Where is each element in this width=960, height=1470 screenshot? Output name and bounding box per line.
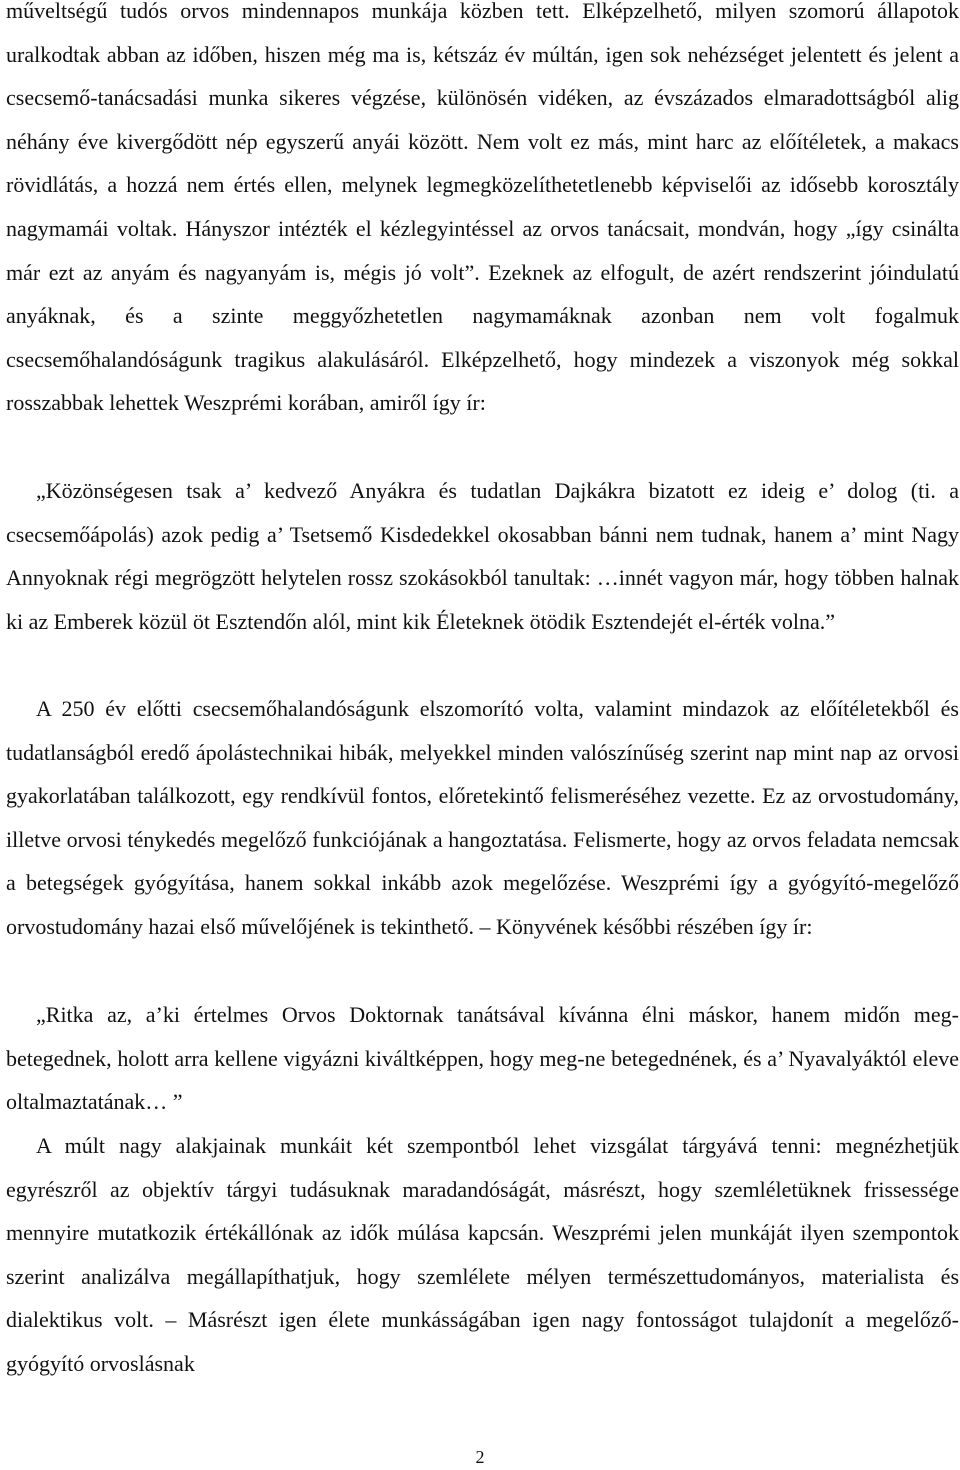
quote-weszpremi-anyak: „Közönségesen tsak a’ kedvező Anyákra és tudatlan Dajkákra bizatott ez ideig e’ dolog (ti. a csecsemőápolás) azok pedig a’ Tsetsemő Kisdedekkel okosabban bánni nem tudnak, hanem a’ mint Nagy Annyoknak régi megrögzött helytelen rossz szokásokból tanultak: …innét vagyon már, hogy többen halnak ki az Emberek közül öt Esztendőn alól, mint kik Életeknek ötödik Esztendejét el-érték volna.” <box>6 478 959 634</box>
paragraph-continuation: műveltségű tudós orvos mindennapos munkája közben tett. Elképzelhető, milyen szomorú állapotok uralkodtak abban az időben, hiszen még ma is, kétszáz év múltán, igen sok nehézséget jelentett és jelent a csecsemő-tanácsadási munka sikeres végzése, különösén vidéken, az évszázados elmaradottságból alig néhány éve kivergődött nép egyszerű anyái között. Nem volt ez más, mint harc az előítéletek, a makacs rövidlátás, a hozzá nem értés ellen, melynek legmegközelíthetetlenebb képviselői az idősebb korosztály nagymamái voltak. Hányszor intézték el kézlegyintéssel az orvos tanácsait, mondván, hogy „így csinálta már ezt az anyám és nagyanyám is, mégis jó volt”. Ezeknek az elfogult, de azért rendszerint jóindulatú anyáknak, és a szinte meggyőzhetetlen nagymamáknak azonban nem volt fogalmuk csecsemőhalandóságunk tragikus alakulásáról. Elképzelhető, hogy mindezek a viszonyok még sokkal rosszabbak lehettek Weszprémi korában, amiről így ír: <box>6 0 959 416</box>
quote-weszpremi-orvos: „Ritka az, a’ki értelmes Orvos Doktornak tanátsával kívánna élni máskor, hanem midőn meg-betegednek, holott arra kellene vigyázni kiváltképpen, hogy meg-ne betegednének, és a’ Nyavalyáktól eleve oltalmaztatának… ” <box>6 1002 959 1115</box>
paragraph-mult-alakjai: A múlt nagy alakjainak munkáit két szempontból lehet vizsgálat tárgyává tenni: megnézhetjük egyrészről az objektív tárgyi tudásuknak maradandóságát, másrészt, hogy szemléletüknek frissessége mennyire mutatkozik értékállónak az idők múlása kapcsán. Weszprémi jelen munkáját ilyen szempontok szerint analizálva megállapíthatjuk, hogy szemlélete mélyen természettudományos, materialista és dialektikus volt. – Másrészt igen élete munkásságában igen nagy fontosságot tulajdonít a megelőző-gyógyító orvoslásnak <box>6 1133 959 1376</box>
page-number: 2 <box>475 1447 485 1467</box>
paragraph-csecsemohalandosag: A 250 év előtti csecsemőhalandóságunk elszomorító volta, valamint mindazok az előítéletekből és tudatlanságból eredő ápolástechnikai hibák, melyekkel minden valószínűség szerint nap mint nap az orvosi gyakorlatában találkozott, egy rendkívül fontos, előretekintő felismeréséhez vezette. Ez az orvostudomány, illetve orvosi ténykedés megelőző funkciójának a hangoztatása. Felismerte, hogy az orvos feladata nemcsak a betegségek gyógyítása, hanem sokkal inkább azok megelőzése. Weszprémi így a gyógyító-megelőző orvostudomány hazai első művelőjének is tekinthető. – Könyvének későbbi részében így ír: <box>6 696 959 939</box>
